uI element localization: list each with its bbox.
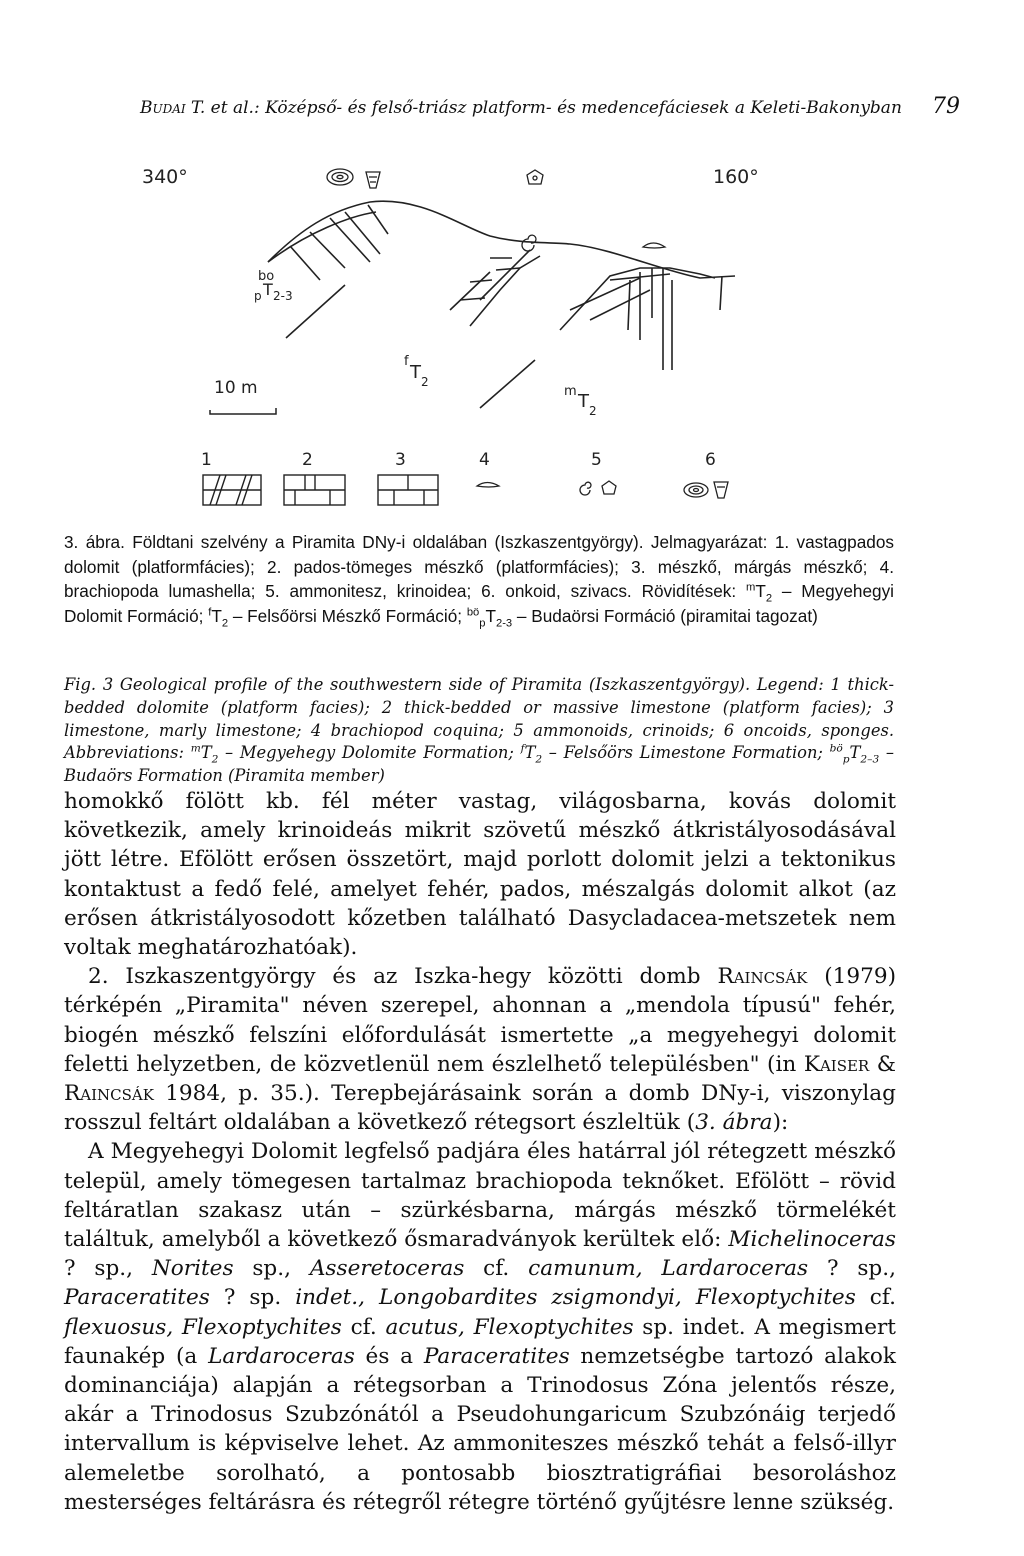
taxon-name: acutus, Flexoptychites	[385, 1314, 634, 1340]
unit-label-f-T: T	[410, 362, 421, 383]
running-header	[140, 94, 960, 128]
abbr-T: T	[849, 743, 861, 763]
abbr-T: T	[211, 605, 222, 626]
unit-label-bo-sub: 2-3	[273, 289, 293, 303]
taxon-name: Paraceratites	[423, 1343, 570, 1369]
taxon-name: Paraceratites	[64, 1285, 210, 1311]
abbr-p: p	[842, 753, 850, 766]
abbr-sub: 2-3	[495, 616, 513, 629]
abbr-sub: 2	[211, 753, 219, 766]
paragraph: homokkő fölött kb. fél méter vastag, világosbarna, kovás dolomit következik, amely krinoideás mikrit szövetű mészkő átkristályosodásával jött létre. Efölött erősen összetört, majd porlott dolomit jelzi a tektonikus kontaktust a fedő felé, amelyet fehér, pados, mészalgás dolomit alkot (az erősen átkristályosodott kőzetben található Dasycladacea-metszetek nem voltak meghatározhatóak).	[64, 789, 896, 961]
unit-label-f-sub: 2	[421, 375, 429, 389]
crinoid-icon	[527, 170, 543, 184]
abbr-prefix: m	[190, 742, 201, 755]
sponge-icon	[327, 169, 353, 185]
abbr-prefix: m	[746, 581, 756, 594]
citation-author: Raincsák	[64, 1081, 154, 1107]
paragraph	[64, 1137, 896, 1517]
abbr-prefix: f	[520, 742, 525, 755]
abbr-T: T	[755, 581, 766, 601]
orientation-left-label: 340°	[142, 166, 188, 188]
header-author: Budai T.	[140, 98, 206, 118]
abbr-prefix: bö	[466, 605, 480, 618]
citation-author: Raincsák	[717, 964, 808, 990]
legend-number-5: 5	[591, 450, 602, 470]
abbr-sub: 2–3	[860, 753, 880, 766]
abbr-text: – Megyehegy Dolomite Formation;	[218, 743, 521, 763]
header-title-text: et al.: Középső- és felső-triász platform- és medencefáciesek a Keleti-Bakonyban	[205, 98, 902, 118]
abbr-text: – Felsőörsi Mészkő Formáció;	[228, 605, 467, 626]
legend-number-3: 3	[395, 450, 406, 470]
geological-profile-figure	[140, 150, 780, 520]
taxon-name: Norites	[151, 1256, 234, 1282]
scale-bar	[210, 408, 276, 414]
text-run: ? sp.,	[64, 1256, 152, 1282]
unit-label-bo-T: T	[263, 280, 273, 299]
caption-en-text: Fig. 3 Geological profile of the southwestern side of Piramita (Iszkaszentgyörgy). Legend: 1 thick-bedded dolomite (platform facies); 2 thick-bedded or massive limestone (platform facies); 3 limestone, marly limestone; 4 brachiopod coquina; 5 ammonoids, crinoids; 6 oncoids, sponges. Abbreviations:	[64, 675, 894, 763]
text-run: sp.,	[233, 1256, 310, 1282]
figure-reference: 3. ábra	[695, 1110, 773, 1136]
abbr-text: – Budaörs Formation (Piramita member)	[64, 743, 895, 786]
abbr-text: – Felsőörs Limestone Formation;	[542, 743, 830, 763]
unit-label-m-sub: 2	[589, 404, 597, 418]
legend-swatch-dolomite	[203, 475, 261, 505]
text-run: ? sp.	[209, 1285, 296, 1311]
taxon-name: Lardaroceras	[208, 1343, 355, 1369]
brachiopod-icon	[643, 243, 665, 248]
text-run: és a	[354, 1343, 424, 1369]
abbr-sub: 2	[221, 616, 229, 629]
ammonoid-icon	[522, 235, 536, 251]
legend-number-6: 6	[705, 450, 716, 470]
scale-label: 10 m	[214, 378, 258, 398]
taxon-name: flexuosus, Flexoptychites	[64, 1314, 342, 1340]
text-run: 1984, p. 35.). Terepbejárásaink során a domb DNy-i, viszonylag rosszul feltárt oldalában a következő rétegsort észleltük (	[64, 1081, 896, 1136]
running-title	[140, 98, 902, 118]
legend-swatch-marly-limestone	[378, 475, 438, 505]
oncoid-icon	[366, 172, 380, 188]
abbr-p: p	[479, 616, 486, 629]
text-run: cf.	[341, 1314, 386, 1340]
ammonoid-crinoid-icons	[580, 481, 616, 495]
caption-hu-text: Földtani szelvény a Piramita DNy-i oldalában (Iszkaszentgyörgy). Jelmagyarázat: 1. vastagpados dolomit (platformfácies); 2. pados-tömeges mészkő (platformfácies); 3. mészkő, márgás mészkő; 4. brachiopoda lumashella; 5. ammonitesz, krinoidea; 6. onkoid, szivacs. Rövidítések:	[64, 532, 894, 601]
unit-label-m-prefix: m	[564, 384, 577, 399]
legend-swatch-limestone	[284, 475, 345, 505]
unit-label-f-prefix: f	[404, 354, 409, 369]
page-number: 79	[932, 94, 960, 119]
text-run: ):	[772, 1110, 789, 1136]
text-run: cf.	[855, 1285, 896, 1311]
taxon-name: Michelinoceras	[728, 1227, 896, 1253]
figure-caption-hungarian	[64, 530, 894, 628]
unit-label-bo-prefix: bo	[258, 269, 275, 284]
abbr-sub: 2	[765, 592, 773, 605]
brachiopod-coquina-icon	[477, 483, 499, 488]
body-text	[64, 787, 896, 1517]
abbr-text: – Budaörsi Formáció (piramitai tagozat)	[512, 605, 818, 626]
oncoid-sponge-icons	[684, 482, 728, 498]
text-run: &	[869, 1051, 896, 1077]
abbr-text: – Megyehegyi Dolomit Formáció;	[64, 581, 894, 626]
profile-surface	[268, 201, 735, 408]
text-run: cf.	[464, 1256, 529, 1282]
caption-label: 3. ábra.	[64, 532, 125, 552]
taxon-name: indet., Longobardites zsigmondyi, Flexoptychites	[295, 1285, 856, 1311]
text-run: (1979) térképén „Piramita" néven szerepel, ahonnan a „mendola típusú" fehér, biogén mészkő felszíni előfordulását ismertette „a megyehegyi dolomit feletti helyzetben, de közvetlenül nem észlelhető településben" (in	[64, 964, 897, 1077]
abbr-prefix: f	[208, 605, 212, 618]
legend-number-4: 4	[479, 450, 490, 470]
taxon-name: Asseretoceras	[309, 1256, 465, 1282]
text-run: sp. indet. A megismert faunakép (a	[64, 1314, 896, 1369]
abbr-T: T	[200, 743, 212, 763]
text-run: 2. Iszkaszentgyörgy és az Iszka-hegy közötti domb	[88, 964, 718, 990]
taxon-name: camunum, Lardaroceras	[528, 1256, 809, 1282]
abbr-prefix: bö	[829, 742, 843, 755]
text-run: ? sp.,	[808, 1256, 896, 1282]
figure-caption-english	[64, 674, 894, 788]
abbr-sub: 2	[535, 753, 543, 766]
text-run: A Megyehegyi Dolomit legfelső padjára éles határral jól rétegzett mészkő települ, amely tömegesen tartalmaz brachiopoda teknőket. Efölött – rövid feltáratlan szakasz után – szürkésbarna, márgás mészkő törmelékét találtuk, amelyből a következő ősmaradványok kerültek elő:	[64, 1139, 896, 1253]
unit-label-m-T: T	[578, 391, 589, 412]
paragraph	[64, 962, 896, 1137]
abbr-T: T	[485, 605, 496, 626]
legend-number-2: 2	[302, 450, 313, 470]
orientation-right-label: 160°	[713, 166, 759, 188]
unit-label-bo-p: p	[254, 289, 262, 303]
citation-author: Kaiser	[803, 1051, 870, 1077]
abbr-T: T	[524, 743, 536, 763]
text-run: nemzetségbe tartozó alakok dominanciája) alapján a rétegsorban a Trinodosus Zóna jelentős része, akár a Trinodosus Szubzónától a Pseudohungaricum Szubzónáig terjedő intervallum is képviselve lehet. Az ammoniteszes mészkő tehát a felső-illyr alemeletbe sorolható, a pontosabb biosztratigráfiai besoroláshoz mesterséges feltárásra és rétegről rétegre történő gyűjtésre lenne szükség.	[64, 1343, 896, 1515]
legend-number-1: 1	[201, 450, 212, 470]
